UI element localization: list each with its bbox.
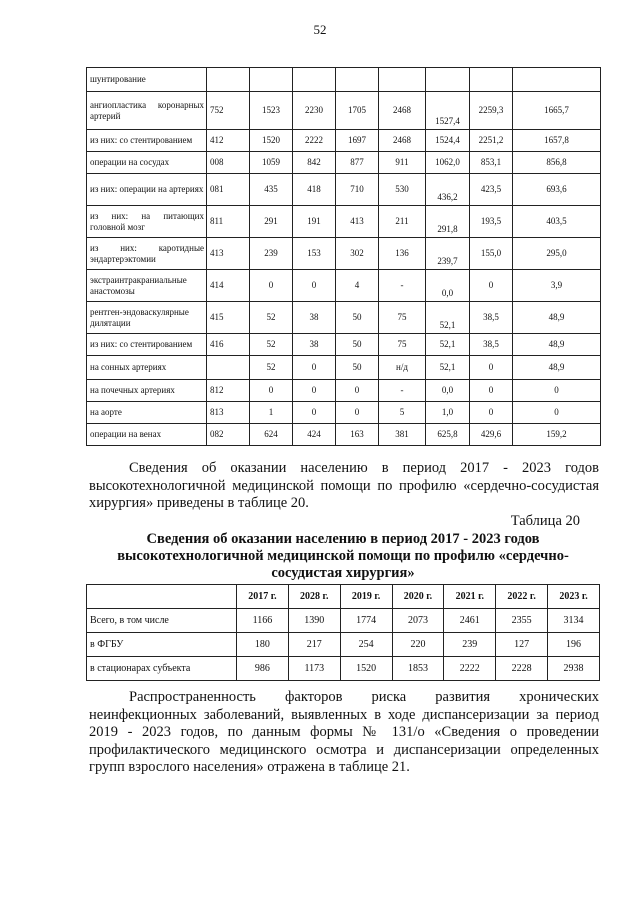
table-cell: 413 — [336, 206, 379, 238]
row-code: 813 — [207, 401, 250, 423]
table-cell: 0 — [470, 401, 513, 423]
table-cell — [470, 68, 513, 92]
table-cell: 1520 — [340, 657, 392, 681]
header-cell: 2017 г. — [237, 585, 289, 609]
table-cell: 1524,4 — [426, 130, 470, 152]
table-cell: 2461 — [444, 609, 496, 633]
table-row — [87, 270, 601, 302]
table-cell — [426, 68, 470, 92]
table-cell: 436,2 — [426, 174, 470, 206]
header-cell: 2020 г. — [392, 585, 444, 609]
row-code: 413 — [207, 238, 250, 270]
table-cell: 136 — [379, 238, 426, 270]
table-cell: 1853 — [392, 657, 444, 681]
table-cell: 38,5 — [470, 302, 513, 334]
table-cell: 1390 — [288, 609, 340, 633]
table-row — [87, 302, 601, 334]
table-cell: 0 — [336, 401, 379, 423]
table-cell: 1705 — [336, 92, 379, 130]
table-cell: 48,9 — [513, 302, 601, 334]
table-header-row — [87, 585, 600, 609]
table-cell: 50 — [336, 302, 379, 334]
table-cell: 180 — [237, 633, 289, 657]
table-cell: 435 — [250, 174, 293, 206]
table-cell: 153 — [293, 238, 336, 270]
row-code: 414 — [207, 270, 250, 302]
table-cell: 193,5 — [470, 206, 513, 238]
table-cell: 75 — [379, 334, 426, 356]
row-code: 812 — [207, 379, 250, 401]
table-row — [87, 92, 601, 130]
table-cell: 2222 — [444, 657, 496, 681]
header-cell: 2023 г. — [548, 585, 600, 609]
table-cell — [513, 68, 601, 92]
table-row — [87, 423, 601, 445]
paragraph-table21-intro: Распространенность факторов риска развития хронических неинфекционных заболеваний, выявленных в ходе диспансеризации за период 2019 - 2023 годов, по данным формы № 131/о «Сведения о проведении профилактического медицинского осмотра и диспансеризации определенных групп взрослого населения» отражена в таблице 21. — [89, 689, 599, 775]
table-cell: 624 — [250, 423, 293, 445]
row-label: рентген-эндоваскулярные дилятации — [87, 302, 207, 334]
table-cell: 418 — [293, 174, 336, 206]
table-row — [87, 609, 600, 633]
table-cell: 0 — [336, 379, 379, 401]
table-cell — [250, 68, 293, 92]
table-cell: 0 — [513, 401, 601, 423]
table-row — [87, 356, 601, 380]
table-cell: 2468 — [379, 130, 426, 152]
table-cell: 0 — [470, 356, 513, 380]
table-cell — [293, 68, 336, 92]
row-label: шунтирование — [87, 68, 207, 92]
table-cell: 1520 — [250, 130, 293, 152]
row-label: Всего, в том числе — [87, 609, 237, 633]
row-code: 412 — [207, 130, 250, 152]
table-cell: 302 — [336, 238, 379, 270]
table-cell: 1697 — [336, 130, 379, 152]
table-cell: 693,6 — [513, 174, 601, 206]
page-number: 52 — [313, 22, 327, 37]
table-row — [87, 401, 601, 423]
table-cell: 842 — [293, 152, 336, 174]
table-cell: 2938 — [548, 657, 600, 681]
table-cell: 0 — [470, 379, 513, 401]
table-cell: 625,8 — [426, 423, 470, 445]
table-row — [87, 130, 601, 152]
table-cell: 1173 — [288, 657, 340, 681]
row-code — [207, 68, 250, 92]
table-cell: 196 — [548, 633, 600, 657]
table-cell: 3134 — [548, 609, 600, 633]
table-cell: 0 — [293, 356, 336, 380]
table-cell: 2230 — [293, 92, 336, 130]
row-label: из них: операции на артериях — [87, 174, 207, 206]
table-cell: 239 — [444, 633, 496, 657]
table-cell: 530 — [379, 174, 426, 206]
row-code: 415 — [207, 302, 250, 334]
table-cell: 1657,8 — [513, 130, 601, 152]
table-cell: 4 — [336, 270, 379, 302]
table-cell: 1527,4 — [426, 92, 470, 130]
table-cell: 48,9 — [513, 334, 601, 356]
table-cell: - — [379, 270, 426, 302]
row-label: из них: со стентированием — [87, 334, 207, 356]
table-cell: 0,0 — [426, 270, 470, 302]
paragraph-table20-intro: Сведения об оказании населению в период 2017 - 2023 годов высокотехнологичной медицинской помощи по профилю «сердечно-сосудистая хирургия» приведены в таблице 20. — [89, 460, 599, 511]
table-row — [87, 238, 601, 270]
table-cell: 50 — [336, 356, 379, 380]
table-cell: - — [379, 379, 426, 401]
row-label: операции на сосудах — [87, 152, 207, 174]
table-cell: 52,1 — [426, 334, 470, 356]
table-cell: 52 — [250, 334, 293, 356]
table-cell: н/д — [379, 356, 426, 380]
table-cell: 986 — [237, 657, 289, 681]
table-row — [87, 633, 600, 657]
table-cell: 0 — [293, 270, 336, 302]
row-label: операции на венах — [87, 423, 207, 445]
table-cell: 0 — [250, 270, 293, 302]
table-cell: 2073 — [392, 609, 444, 633]
table-cell: 2222 — [293, 130, 336, 152]
table-row — [87, 334, 601, 356]
table-cell: 191 — [293, 206, 336, 238]
table-cell: 52 — [250, 356, 293, 380]
row-code: 752 — [207, 92, 250, 130]
row-code: 416 — [207, 334, 250, 356]
table-cell: 52,1 — [426, 356, 470, 380]
table-cell: 1665,7 — [513, 92, 601, 130]
table-cell: 159,2 — [513, 423, 601, 445]
table-cell — [379, 68, 426, 92]
table-cell: 1059 — [250, 152, 293, 174]
table-cell: 877 — [336, 152, 379, 174]
row-code: 008 — [207, 152, 250, 174]
table-cell: 38,5 — [470, 334, 513, 356]
table-cell: 856,8 — [513, 152, 601, 174]
row-label: в стационарах субъекта — [87, 657, 237, 681]
table-cell: 381 — [379, 423, 426, 445]
header-cell: 2021 г. — [444, 585, 496, 609]
table-cell: 239,7 — [426, 238, 470, 270]
table-row — [87, 206, 601, 238]
surgery-table — [86, 67, 601, 446]
table-cell: 1,0 — [426, 401, 470, 423]
table-cell: 1523 — [250, 92, 293, 130]
table-cell: 163 — [336, 423, 379, 445]
table-cell: 38 — [293, 302, 336, 334]
table-cell: 48,9 — [513, 356, 601, 380]
row-label: из них: на питающих головной мозг — [87, 206, 207, 238]
row-label: ангиопластика коронарных артерий — [87, 92, 207, 130]
table-cell: 911 — [379, 152, 426, 174]
table-cell: 52,1 — [426, 302, 470, 334]
row-label: из них: со стентированием — [87, 130, 207, 152]
vmp-table — [86, 584, 600, 681]
table-cell: 1 — [250, 401, 293, 423]
row-code: 082 — [207, 423, 250, 445]
table-cell: 155,0 — [470, 238, 513, 270]
table-cell: 1166 — [237, 609, 289, 633]
header-cell: 2028 г. — [288, 585, 340, 609]
row-code — [207, 356, 250, 380]
table-cell: 239 — [250, 238, 293, 270]
header-cell: 2019 г. — [340, 585, 392, 609]
table-cell: 429,6 — [470, 423, 513, 445]
table-cell: 52 — [250, 302, 293, 334]
table-cell: 291 — [250, 206, 293, 238]
table-cell: 295,0 — [513, 238, 601, 270]
table-cell: 211 — [379, 206, 426, 238]
table-cell: 38 — [293, 334, 336, 356]
table-cell: 50 — [336, 334, 379, 356]
table-row — [87, 152, 601, 174]
table-row — [87, 379, 601, 401]
table-cell: 2259,3 — [470, 92, 513, 130]
table-cell: 424 — [293, 423, 336, 445]
table-cell: 75 — [379, 302, 426, 334]
table-cell: 0 — [293, 379, 336, 401]
table-cell — [336, 68, 379, 92]
table-cell: 423,5 — [470, 174, 513, 206]
table-title: Сведения об оказании населению в период 2017 - 2023 годов высокотехнологичной медицинской помощи по профилю «сердечно-сосудистая хирургия» — [117, 531, 569, 581]
row-label: из них: каротидные эндартерэктомии — [87, 238, 207, 270]
table-cell: 0 — [293, 401, 336, 423]
table-cell: 2355 — [496, 609, 548, 633]
row-code: 811 — [207, 206, 250, 238]
table-cell: 2251,2 — [470, 130, 513, 152]
table-cell: 220 — [392, 633, 444, 657]
table-cell: 2468 — [379, 92, 426, 130]
row-label: на почечных артериях — [87, 379, 207, 401]
table-cell: 0 — [470, 270, 513, 302]
row-label: в ФГБУ — [87, 633, 237, 657]
table-cell: 0 — [250, 379, 293, 401]
table-cell: 217 — [288, 633, 340, 657]
row-label: на аорте — [87, 401, 207, 423]
table-cell: 0 — [513, 379, 601, 401]
table-cell: 3,9 — [513, 270, 601, 302]
table-cell: 291,8 — [426, 206, 470, 238]
table-row — [87, 174, 601, 206]
table-cell: 1062,0 — [426, 152, 470, 174]
table-row — [87, 68, 601, 92]
row-label: экстраинтракраниальные анастомозы — [87, 270, 207, 302]
table-cell: 5 — [379, 401, 426, 423]
table-cell: 1774 — [340, 609, 392, 633]
header-cell: 2022 г. — [496, 585, 548, 609]
table-cell: 710 — [336, 174, 379, 206]
table-cell: 2228 — [496, 657, 548, 681]
row-label: на сонных артериях — [87, 356, 207, 380]
table-cell: 127 — [496, 633, 548, 657]
header-cell — [87, 585, 237, 609]
row-code: 081 — [207, 174, 250, 206]
table-row — [87, 657, 600, 681]
table-cell: 0,0 — [426, 379, 470, 401]
table-label: Таблица 20 — [510, 513, 580, 529]
table-cell: 254 — [340, 633, 392, 657]
table-cell: 853,1 — [470, 152, 513, 174]
table-cell: 403,5 — [513, 206, 601, 238]
